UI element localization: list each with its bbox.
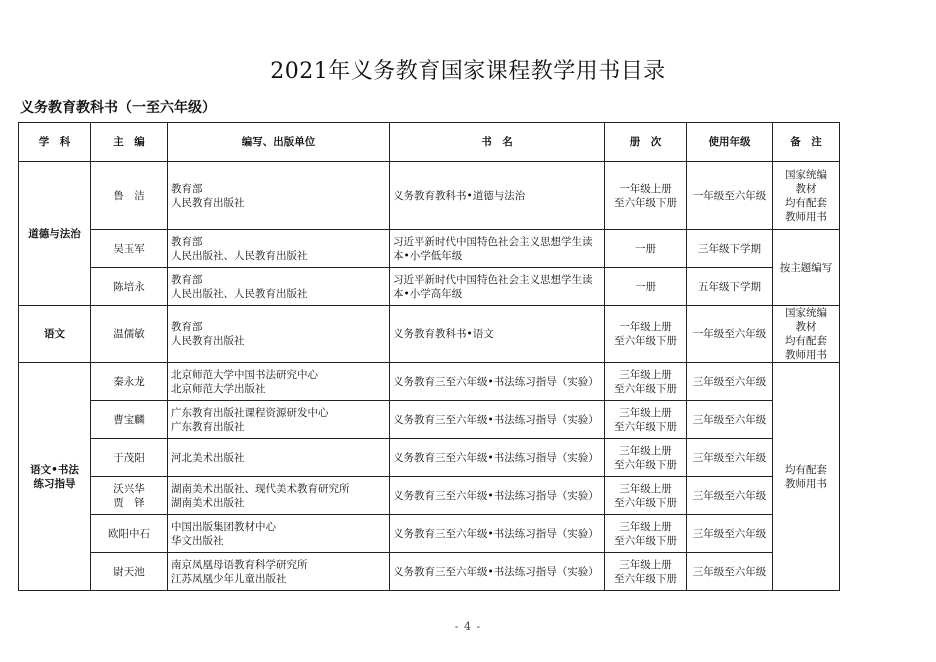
- book-cell: 习近平新时代中国特色社会主义思想学生读本•小学低年级: [390, 230, 605, 268]
- grade-cell: 一年级至六年级: [687, 162, 773, 230]
- page-number: - 4 -: [454, 620, 482, 633]
- volume-cell: 三年级上册 至六年级下册: [605, 439, 687, 477]
- subject-cell: 语文•书法 练习指导: [19, 363, 91, 591]
- table-row: [19, 401, 840, 439]
- publisher-cell: 教育部 人民出版社、人民教育出版社: [168, 230, 390, 268]
- publisher-cell: 教育部 人民出版社、人民教育出版社: [168, 268, 390, 306]
- table-row: [19, 363, 840, 401]
- header-publisher: 编写、出版单位: [168, 123, 390, 162]
- volume-cell: 三年级上册 至六年级下册: [605, 553, 687, 591]
- table-row: [19, 439, 840, 477]
- table-header-row: [19, 123, 840, 162]
- publisher-cell: 中国出版集团教材中心 华文出版社: [168, 515, 390, 553]
- header-subject: 学 科: [19, 123, 91, 162]
- header-grade: 使用年级: [687, 123, 773, 162]
- textbook-catalog-table: [18, 122, 840, 591]
- header-note: 备 注: [773, 123, 840, 162]
- table-row: [19, 230, 840, 268]
- book-cell: 义务教育三至六年级•书法练习指导（实验）: [390, 553, 605, 591]
- grade-cell: 三年级至六年级: [687, 363, 773, 401]
- publisher-cell: 北京师范大学中国书法研究中心 北京师范大学出版社: [168, 363, 390, 401]
- header-book: 书 名: [390, 123, 605, 162]
- book-cell: 义务教育三至六年级•书法练习指导（实验）: [390, 477, 605, 515]
- book-cell: 习近平新时代中国特色社会主义思想学生读本•小学高年级: [390, 268, 605, 306]
- section-title: 义务教育教科书（一至六年级）: [20, 100, 216, 116]
- table-row: [19, 553, 840, 591]
- editor-cell: 陈培永: [91, 268, 168, 306]
- table-row: [19, 306, 840, 363]
- book-cell: 义务教育三至六年级•书法练习指导（实验）: [390, 363, 605, 401]
- subject-cell: 道德与法治: [19, 162, 91, 306]
- book-cell: 义务教育教科书•道德与法治: [390, 162, 605, 230]
- grade-cell: 三年级至六年级: [687, 515, 773, 553]
- publisher-cell: 湖南美术出版社、现代美术教育研究所 湖南美术出版社: [168, 477, 390, 515]
- table-row: [19, 162, 840, 230]
- editor-cell: 鲁 洁: [91, 162, 168, 230]
- note-cell: 按主题编写: [773, 230, 840, 306]
- editor-cell: 尉天池: [91, 553, 168, 591]
- publisher-cell: 南京凤凰母语教育科学研究所 江苏凤凰少年儿童出版社: [168, 553, 390, 591]
- book-cell: 义务教育三至六年级•书法练习指导（实验）: [390, 515, 605, 553]
- volume-cell: 一册: [605, 230, 687, 268]
- volume-cell: 一册: [605, 268, 687, 306]
- note-cell: 均有配套 教师用书: [773, 363, 840, 591]
- volume-cell: 一年级上册 至六年级下册: [605, 306, 687, 363]
- table-row: [19, 268, 840, 306]
- editor-cell: 沃兴华 贾 铎: [91, 477, 168, 515]
- table-row: [19, 477, 840, 515]
- editor-cell: 秦永龙: [91, 363, 168, 401]
- publisher-cell: 教育部 人民教育出版社: [168, 162, 390, 230]
- volume-cell: 三年级上册 至六年级下册: [605, 401, 687, 439]
- grade-cell: 三年级至六年级: [687, 439, 773, 477]
- grade-cell: 三年级至六年级: [687, 401, 773, 439]
- grade-cell: 一年级至六年级: [687, 306, 773, 363]
- volume-cell: 一年级上册 至六年级下册: [605, 162, 687, 230]
- volume-cell: 三年级上册 至六年级下册: [605, 477, 687, 515]
- subject-cell: 语文: [19, 306, 91, 363]
- grade-cell: 五年级下学期: [687, 268, 773, 306]
- editor-cell: 吴玉军: [91, 230, 168, 268]
- editor-cell: 温儒敏: [91, 306, 168, 363]
- editor-cell: 曹宝麟: [91, 401, 168, 439]
- editor-cell: 欧阳中石: [91, 515, 168, 553]
- volume-cell: 三年级上册 至六年级下册: [605, 515, 687, 553]
- grade-cell: 三年级下学期: [687, 230, 773, 268]
- note-cell: 国家统编 教材 均有配套 教师用书: [773, 306, 840, 363]
- header-editor: 主 编: [91, 123, 168, 162]
- publisher-cell: 广东教育出版社课程资源研发中心 广东教育出版社: [168, 401, 390, 439]
- book-cell: 义务教育三至六年级•书法练习指导（实验）: [390, 401, 605, 439]
- grade-cell: 三年级至六年级: [687, 477, 773, 515]
- volume-cell: 三年级上册 至六年级下册: [605, 363, 687, 401]
- grade-cell: 三年级至六年级: [687, 553, 773, 591]
- header-volume: 册 次: [605, 123, 687, 162]
- note-cell: 国家统编 教材 均有配套 教师用书: [773, 162, 840, 230]
- publisher-cell: 河北美术出版社: [168, 439, 390, 477]
- editor-cell: 于茂阳: [91, 439, 168, 477]
- publisher-cell: 教育部 人民教育出版社: [168, 306, 390, 363]
- table-row: [19, 515, 840, 553]
- document-title: 2021年义务教育国家课程教学用书目录: [270, 59, 666, 84]
- book-cell: 义务教育三至六年级•书法练习指导（实验）: [390, 439, 605, 477]
- book-cell: 义务教育教科书•语文: [390, 306, 605, 363]
